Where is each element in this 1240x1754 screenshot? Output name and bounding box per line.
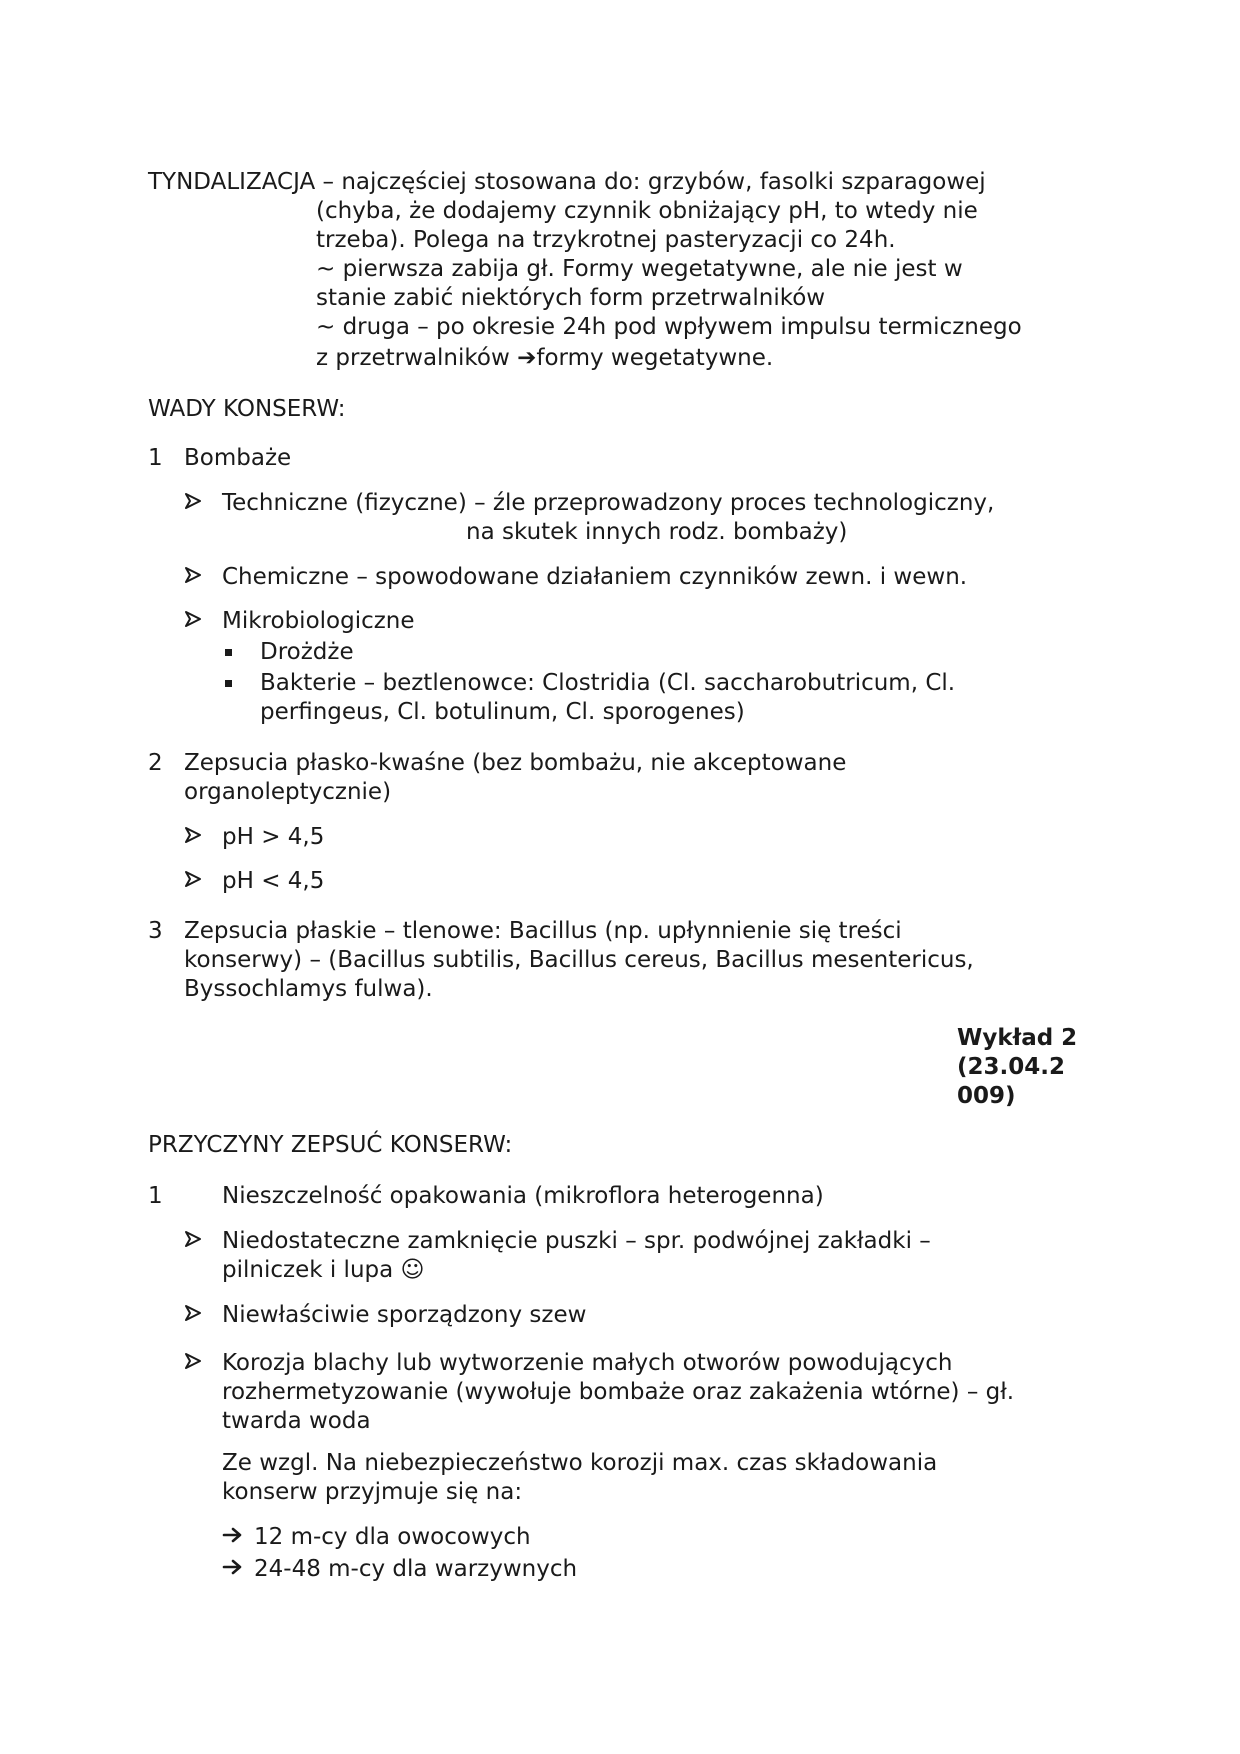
przyczyny-note-line-1: Ze wzgl. Na niebezpieczeństwo korozji max. czas składowania	[222, 1450, 938, 1476]
przyczyny-item1-title: Nieszczelność opakowania (mikroflora heterogenna)	[222, 1183, 824, 1209]
wady-microbe-bakterie-line-2: perfingeus, Cl. botulinum, Cl. sporogenes)	[260, 699, 745, 725]
wady-bombaze-techniczne-line-2: na skutek innych rodz. bombaży)	[466, 519, 848, 545]
square-bullet-icon	[225, 680, 232, 687]
right-arrow-icon	[222, 1523, 244, 1552]
przyczyny-korozja-line-2: rozhermetyzowanie (wywołuje bombaże oraz zakażenia wtórne) – gł.	[222, 1379, 1015, 1405]
przyczyny-zamkniecie-line-2: pilniczek i lupa ☺	[222, 1257, 425, 1283]
lecture-label-line-1: Wykład 2	[957, 1025, 1078, 1051]
wady-microbe-bakterie-line-1: Bakterie – beztlenowce: Clostridia (Cl. saccharobutricum, Cl.	[260, 670, 956, 696]
chevron-arrowhead-icon	[184, 489, 202, 518]
wady-item1-title: Bombaże	[184, 445, 292, 471]
square-bullet-icon	[225, 649, 232, 656]
przyczyny-arrow-owocowe: 12 m-cy dla owocowych	[254, 1524, 531, 1550]
chevron-arrowhead-icon	[184, 1349, 202, 1378]
przyczyny-arrow-warzywne: 24-48 m-cy dla warzywnych	[254, 1556, 578, 1582]
wady-item2-number: 2	[148, 750, 163, 776]
chevron-arrowhead-icon	[184, 823, 202, 852]
tyndalizacja-line-3: trzeba). Polega na trzykrotnej pasteryzacji co 24h.	[316, 227, 896, 253]
wady-item2-line-2: organoleptycznie)	[184, 779, 392, 805]
lecture-label-line-2: (23.04.2	[957, 1054, 1066, 1080]
tyndalizacja-line-4: ~ pierwsza zabija gł. Formy wegetatywne, ale nie jest w	[316, 256, 963, 282]
wady-ph-below: pH < 4,5	[222, 868, 325, 894]
chevron-arrowhead-icon	[184, 867, 202, 896]
wady-item2-line-1: Zepsucia płasko-kwaśne (bez bombażu, nie akceptowane	[184, 750, 847, 776]
tyndalizacja-line-5: stanie zabić niektórych form przetrwalników	[316, 285, 826, 311]
przyczyny-item1-number: 1	[148, 1183, 163, 1209]
lecture-label-line-3: 009)	[957, 1083, 1016, 1109]
przyczyny-zamkniecie-line-1: Niedostateczne zamknięcie puszki – spr. podwójnej zakładki –	[222, 1228, 931, 1254]
tyndalizacja-line-6: ~ druga – po okresie 24h pod wpływem impulsu termicznego	[316, 314, 1022, 340]
wady-item3-number: 3	[148, 918, 163, 944]
przyczyny-korozja-line-1: Korozja blachy lub wytworzenie małych otworów powodujących	[222, 1350, 953, 1376]
przyczyny-szew: Niewłaściwie sporządzony szew	[222, 1302, 587, 1328]
tyndalizacja-line-7: z przetrwalników ➔formy wegetatywne.	[316, 345, 774, 371]
wady-bombaze-mikrobiologiczne: Mikrobiologiczne	[222, 608, 415, 634]
chevron-arrowhead-icon	[184, 563, 202, 592]
przyczyny-heading: PRZYCZYNY ZEPSUĆ KONSERW:	[148, 1132, 513, 1158]
wady-item1-number: 1	[148, 445, 163, 471]
chevron-arrowhead-icon	[184, 1227, 202, 1256]
przyczyny-korozja-line-3: twarda woda	[222, 1408, 371, 1434]
wady-item3-line-1: Zepsucia płaskie – tlenowe: Bacillus (np. upłynnienie się treści	[184, 918, 902, 944]
wady-item3-line-2: konserwy) – (Bacillus subtilis, Bacillus cereus, Bacillus mesentericus,	[184, 947, 974, 973]
tyndalizacja-line-2: (chyba, że dodajemy czynnik obniżający pH, to wtedy nie	[316, 198, 978, 224]
wady-heading: WADY KONSERW:	[148, 396, 346, 422]
tyndalizacja-line-1: TYNDALIZACJA – najczęściej stosowana do: grzybów, fasolki szparagowej	[148, 169, 986, 195]
wady-microbe-drozdze: Drożdże	[260, 639, 354, 665]
przyczyny-note-line-2: konserw przyjmuje się na:	[222, 1479, 523, 1505]
wady-bombaze-techniczne-line-1: Techniczne (fizyczne) – źle przeprowadzony proces technologiczny,	[222, 490, 995, 516]
wady-item3-line-3: Byssochlamys fulwa).	[184, 976, 433, 1002]
wady-ph-above: pH > 4,5	[222, 824, 325, 850]
chevron-arrowhead-icon	[184, 607, 202, 636]
wady-bombaze-chemiczne: Chemiczne – spowodowane działaniem czynników zewn. i wewn.	[222, 564, 968, 590]
chevron-arrowhead-icon	[184, 1301, 202, 1330]
right-arrow-icon	[222, 1555, 244, 1584]
